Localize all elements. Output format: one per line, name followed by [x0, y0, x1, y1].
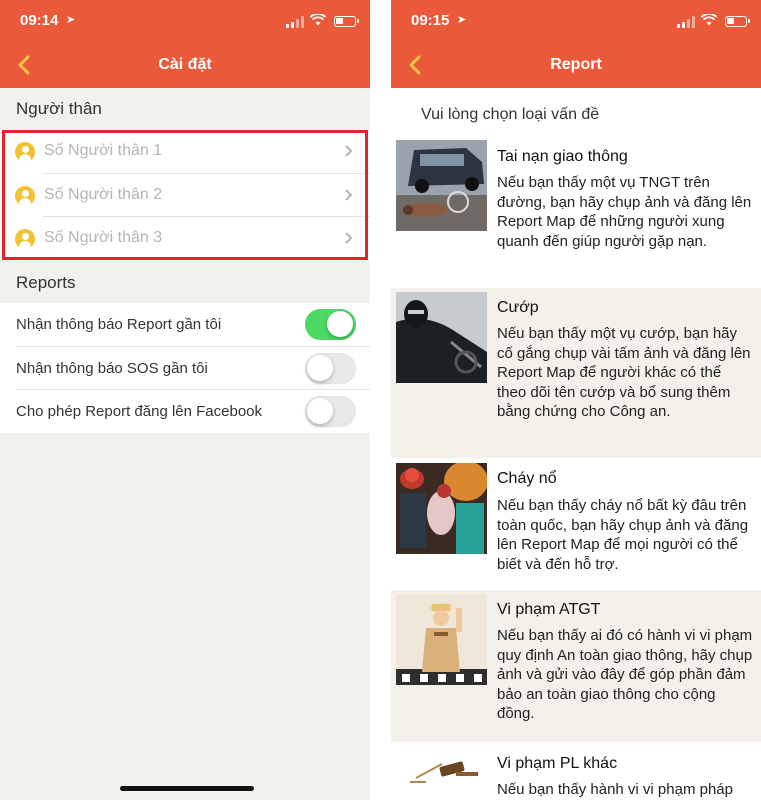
toggle-row-facebook [0, 390, 370, 433]
status-bar [391, 0, 761, 44]
page-title: Cài đặt [158, 56, 212, 73]
report-type-desc: Nếu bạn thấy hành vi vi phạm pháp [497, 781, 733, 798]
facebook-share-switch[interactable] [305, 396, 356, 427]
location-arrow-icon: ➤ [457, 14, 467, 26]
contact-label: Số Người thân 1 [44, 142, 163, 159]
sos-nearby-switch[interactable] [305, 353, 356, 384]
report-type-traffic-violation[interactable] [391, 590, 761, 742]
status-time: 09:15 [411, 12, 450, 29]
report-type-desc: Nếu bạn thấy ai đó có hành vi vi phạm quy định An toàn giao thông, hãy chụp ảnh và gửi vào đây để góp phần đảm bảo an toàn giao thông cho cộng đồng. [497, 627, 753, 722]
chevron-right-icon [344, 144, 354, 158]
person-icon [15, 229, 35, 249]
signal-icon [677, 16, 695, 28]
law-gavel-photo [396, 760, 487, 800]
contact-label: Số Người thân 2 [44, 186, 163, 203]
nav-bar [391, 44, 761, 88]
report-type-name: Tai nạn giao thông [497, 148, 628, 165]
car-accident-photo [396, 140, 487, 231]
report-type-other-violation[interactable] [391, 744, 761, 800]
toggle-label: Nhận thông báo SOS gần tôi [16, 360, 208, 377]
report-type-desc: Nếu bạn thấy một vụ cướp, bạn hãy cố gắng chụp vài tấm ảnh và đăng lên Report Map để người khác có thể theo dõi tên cướp và bổ sung thêm bằng chứng cho Công an. [497, 325, 751, 420]
wifi-icon [310, 14, 326, 29]
report-type-traffic-accident[interactable] [391, 130, 761, 280]
chevron-right-icon [344, 231, 354, 245]
toggle-row-sos-nearby [0, 347, 370, 390]
contact-row-1[interactable] [0, 130, 370, 173]
report-type-name: Vi phạm PL khác [497, 755, 618, 772]
report-type-robbery[interactable] [391, 288, 761, 458]
fire-rescue-photo [396, 463, 487, 554]
contact-row-2[interactable] [0, 174, 370, 217]
person-icon [15, 142, 35, 162]
person-icon [15, 186, 35, 206]
contact-label: Số Người thân 3 [44, 229, 163, 246]
robbery-photo [396, 292, 487, 383]
location-arrow-icon: ➤ [66, 14, 76, 26]
status-bar [0, 0, 370, 44]
chevron-right-icon [344, 188, 354, 202]
report-type-name: Cướp [497, 299, 539, 316]
report-screen [391, 0, 761, 800]
toggle-label: Cho phép Report đăng lên Facebook [16, 403, 263, 420]
wifi-icon [701, 14, 717, 29]
report-type-desc: Nếu bạn thấy một vụ TNGT trên đường, bạn hãy chụp ảnh và đăng lên Report Map để những người xung quanh đến giúp người gặp nạn. [497, 174, 752, 250]
contacts-list [0, 130, 370, 260]
report-type-desc: Nếu bạn thấy cháy nổ bất kỳ đâu trên toàn quốc, bạn hãy chụp ảnh và đăng lên Report Map để mọi người có thể biết và đến hỗ trợ. [497, 497, 749, 573]
home-indicator [120, 786, 254, 791]
toggle-label: Nhận thông báo Report gần tôi [16, 316, 222, 333]
traffic-police-photo [396, 594, 487, 685]
report-type-name: Cháy nổ [497, 470, 557, 487]
report-nearby-switch[interactable] [305, 309, 356, 340]
status-time: 09:14 [20, 12, 59, 29]
reports-section-header: Reports [16, 273, 76, 292]
page-title: Report [550, 56, 602, 73]
settings-screen [0, 0, 370, 800]
reports-settings-list [0, 303, 370, 433]
signal-icon [286, 16, 304, 28]
contacts-section-header: Người thân [16, 99, 102, 118]
nav-bar [0, 44, 370, 88]
report-type-fire[interactable] [391, 458, 761, 588]
report-type-name: Vi phạm ATGT [497, 601, 601, 618]
report-prompt: Vui lòng chọn loại vấn đề [421, 106, 600, 123]
toggle-row-report-nearby [0, 303, 370, 346]
contact-row-3[interactable] [0, 217, 370, 260]
battery-icon [334, 16, 356, 27]
battery-icon [725, 16, 747, 27]
